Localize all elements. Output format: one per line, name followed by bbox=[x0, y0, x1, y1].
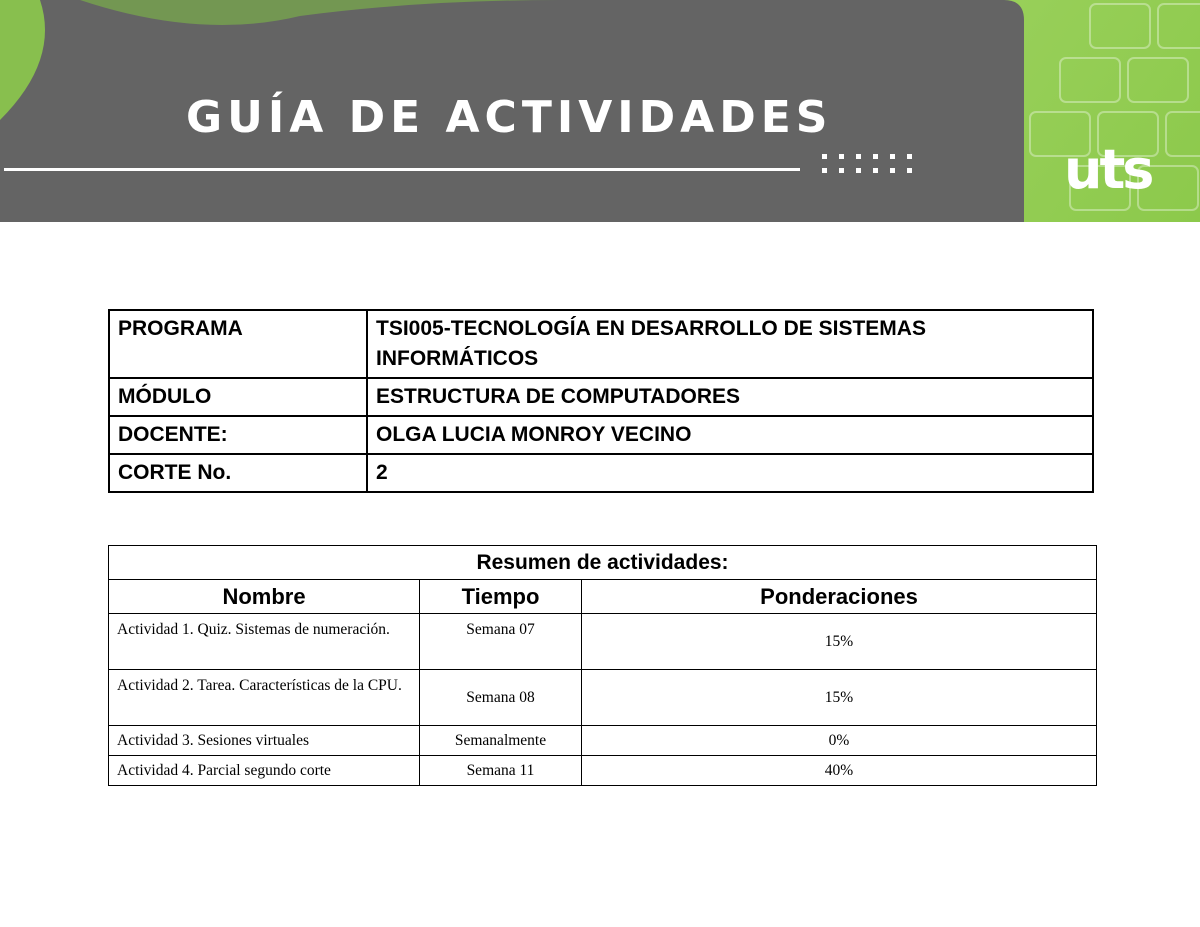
activities-summary-table bbox=[108, 545, 1097, 786]
info-value-programa: TSI005-TECNOLOGÍA EN DESARROLLO DE SISTEMAS INFORMÁTICOS bbox=[367, 310, 1093, 378]
table-row bbox=[109, 670, 1097, 726]
info-value-docente: OLGA LUCIA MONROY VECINO bbox=[367, 416, 1093, 454]
activity-time: Semana 08 bbox=[420, 670, 582, 726]
column-header-tiempo: Tiempo bbox=[420, 580, 582, 614]
table-row bbox=[109, 416, 1093, 454]
activity-time: Semana 07 bbox=[420, 614, 582, 670]
banner-dots-decoration bbox=[822, 152, 914, 176]
info-value-modulo: ESTRUCTURA DE COMPUTADORES bbox=[367, 378, 1093, 416]
activity-weight: 15% bbox=[582, 614, 1097, 670]
activity-name: Actividad 4. Parcial segundo corte bbox=[109, 756, 420, 786]
uts-logo: uts bbox=[1064, 138, 1152, 201]
activity-weight: 0% bbox=[582, 726, 1097, 756]
table-header-row bbox=[109, 580, 1097, 614]
table-row bbox=[109, 726, 1097, 756]
activity-weight: 15% bbox=[582, 670, 1097, 726]
activity-name: Actividad 3. Sesiones virtuales bbox=[109, 726, 420, 756]
info-label-corte: CORTE No. bbox=[109, 454, 367, 492]
activity-time: Semanalmente bbox=[420, 726, 582, 756]
table-row bbox=[109, 614, 1097, 670]
info-label-docente: DOCENTE: bbox=[109, 416, 367, 454]
table-row bbox=[109, 756, 1097, 786]
header-banner bbox=[0, 0, 1200, 222]
program-info-table bbox=[108, 309, 1094, 493]
table-row bbox=[109, 310, 1093, 378]
column-header-ponderaciones: Ponderaciones bbox=[582, 580, 1097, 614]
activity-weight: 40% bbox=[582, 756, 1097, 786]
activities-caption: Resumen de actividades: bbox=[109, 546, 1097, 580]
activity-name: Actividad 1. Quiz. Sistemas de numeración. bbox=[109, 614, 420, 670]
banner-title: GUÍA DE ACTIVIDADES bbox=[186, 92, 833, 143]
activity-name: Actividad 2. Tarea. Características de la CPU. bbox=[109, 670, 420, 726]
activity-time: Semana 11 bbox=[420, 756, 582, 786]
info-label-modulo: MÓDULO bbox=[109, 378, 367, 416]
column-header-nombre: Nombre bbox=[109, 580, 420, 614]
table-row bbox=[109, 454, 1093, 492]
banner-underline bbox=[4, 168, 800, 171]
info-value-corte: 2 bbox=[367, 454, 1093, 492]
table-row bbox=[109, 378, 1093, 416]
info-label-programa: PROGRAMA bbox=[109, 310, 367, 378]
table-caption-row bbox=[109, 546, 1097, 580]
